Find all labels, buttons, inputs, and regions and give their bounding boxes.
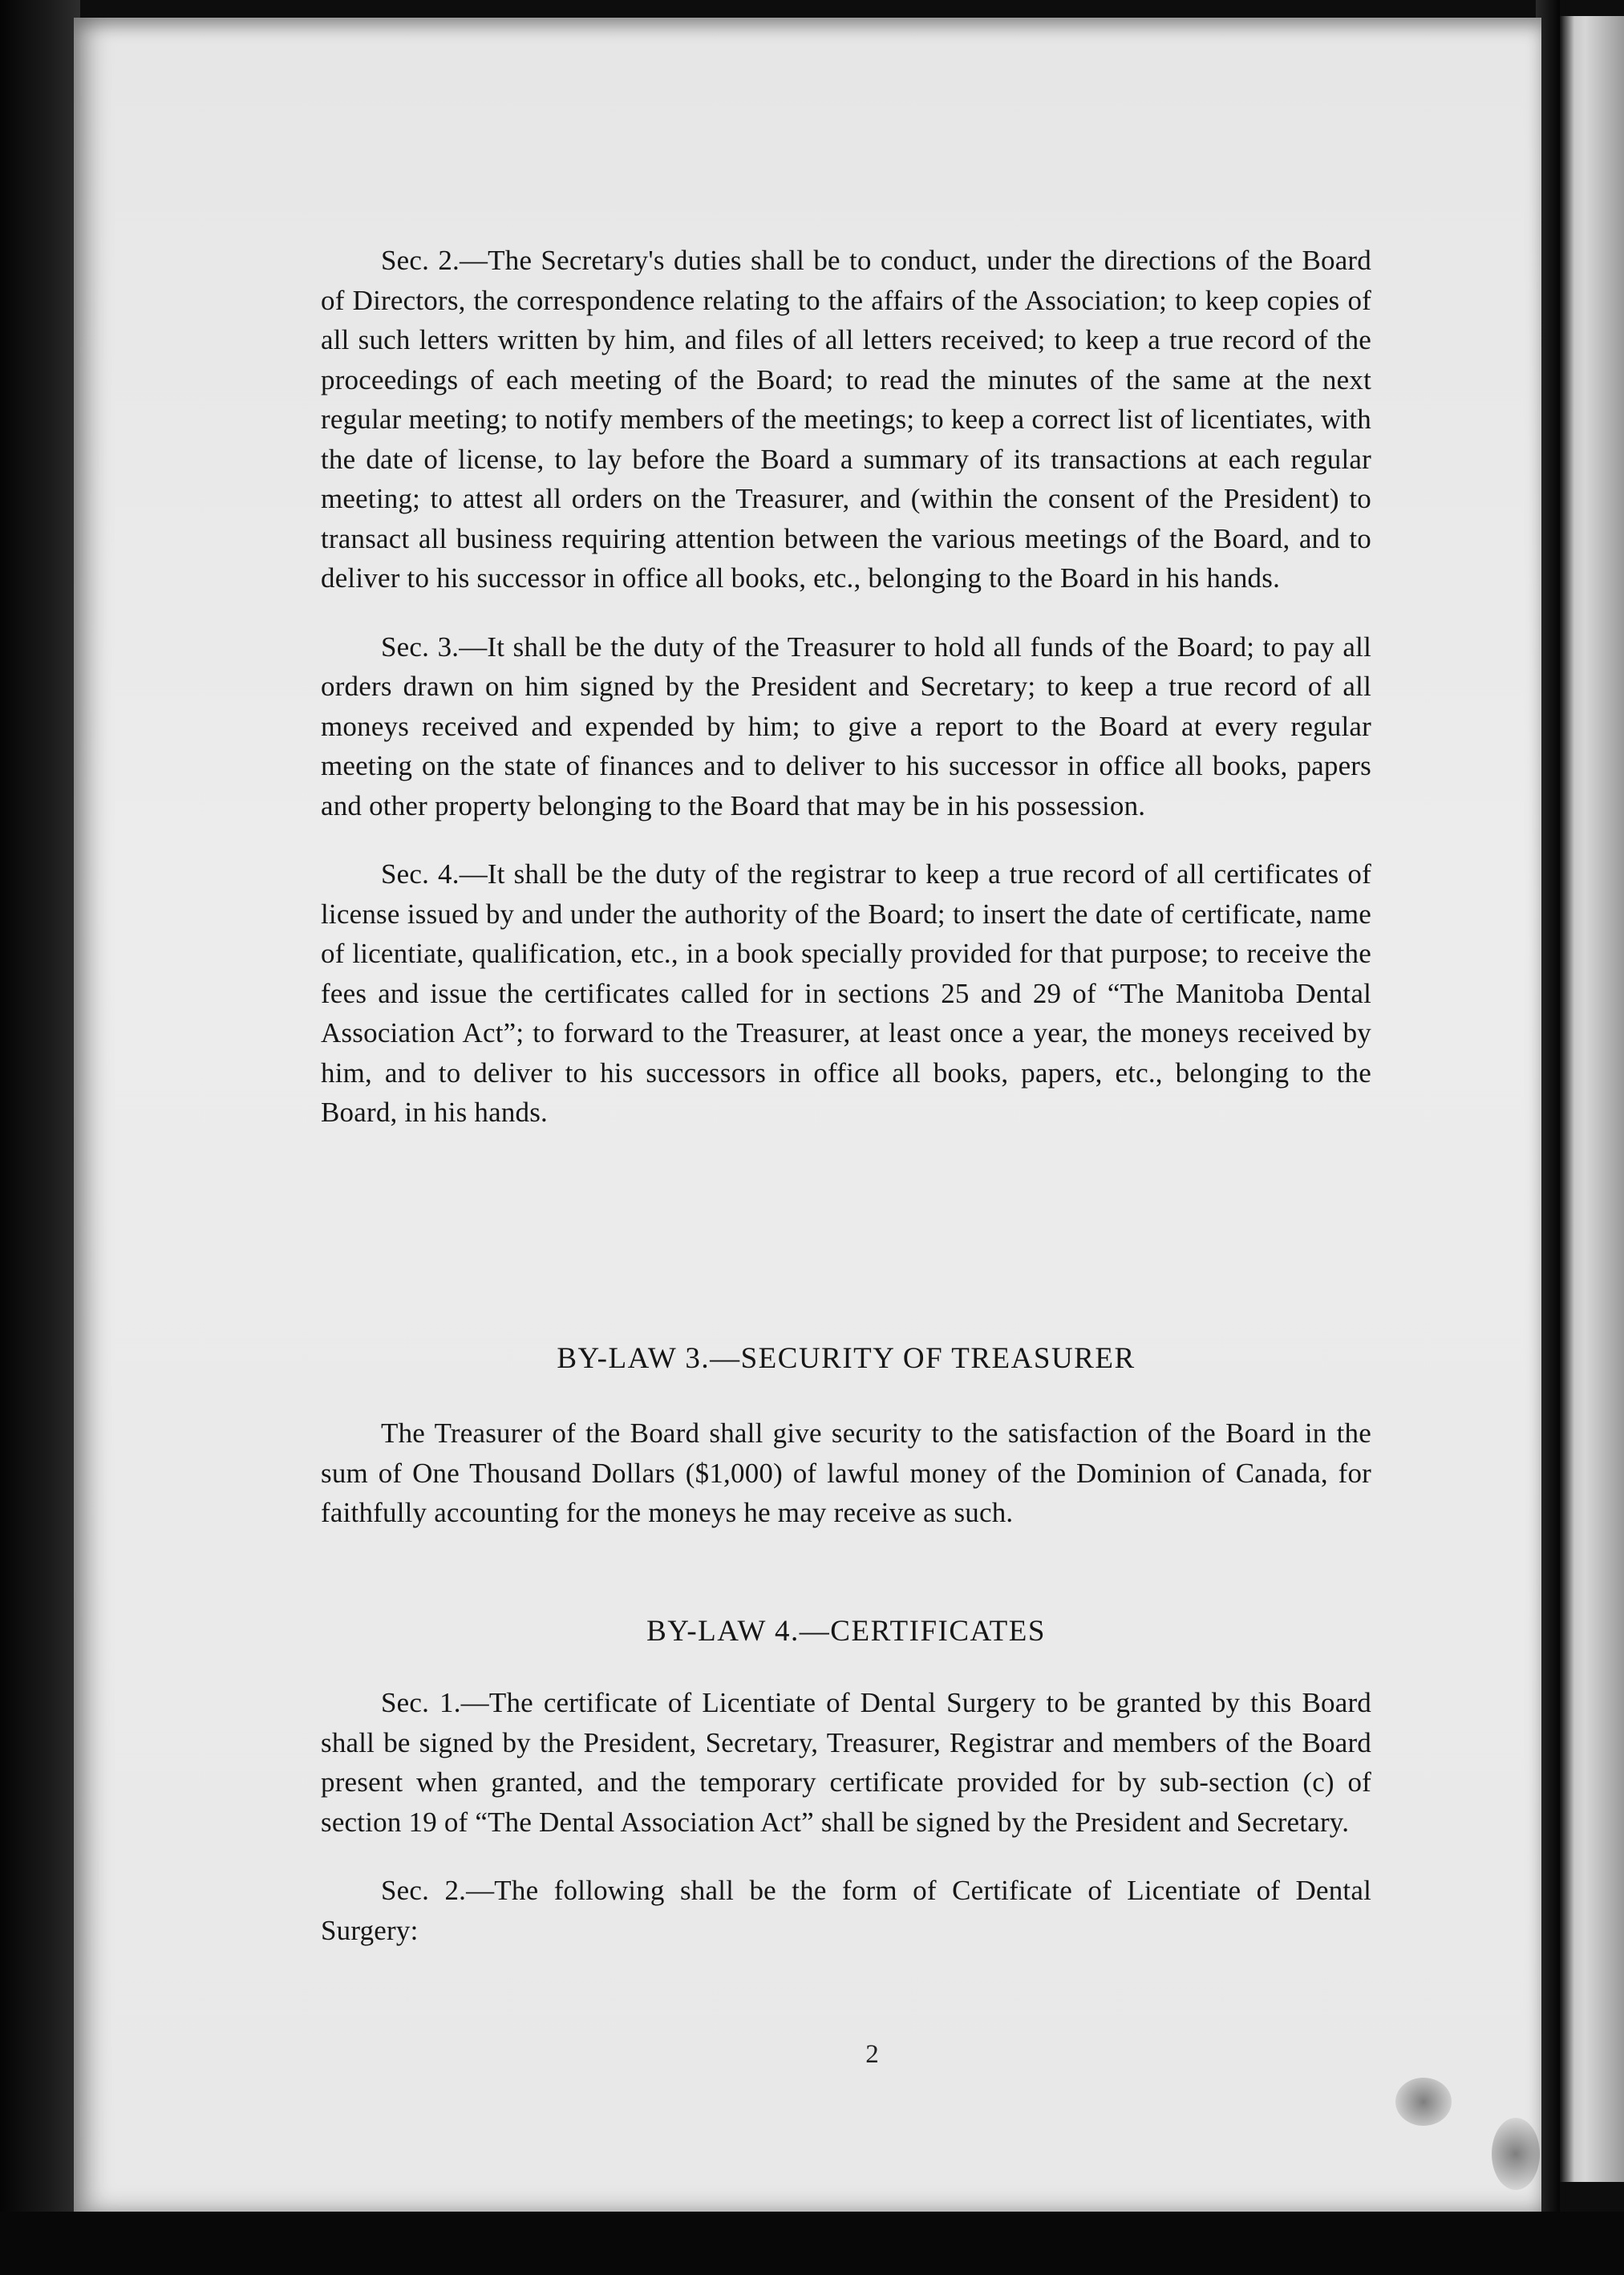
bylaw-4-section-1: Sec. 1.—The certificate of Licentiate of Dental Surgery to be granted by this Board shall be signed by the President, Secretary, Treasurer, Registrar and members of the Board present when granted, and the temporary certificate provided for by sub-section (c) of section 19 of “The Dental Association Act” shall be signed by the President and Secretary. <box>321 1687 1371 1838</box>
section-3-treasurer: Sec. 3.—It shall be the duty of the Treasurer to hold all funds of the Board; to pay all orders drawn on him signed by the President and Secretary; to keep a true record of all moneys received and expended by him; to give a report to the Board at every regular meeting on the state of finances and to deliver to his successor in office all books, papers and other property belonging to the Board that may be in his possession. <box>321 631 1371 821</box>
bylaw-4-heading: BY-LAW 4.—CERTIFICATES <box>646 1615 1046 1648</box>
bylaw-3-body <box>321 1413 1371 1533</box>
scan-border-left <box>0 0 80 2275</box>
scan-smudge <box>1492 2118 1540 2190</box>
scan-border-bottom <box>0 2212 1624 2275</box>
bylaw-4-section-2: Sec. 2.—The following shall be the form of Certificate of Licentiate of Dental Surgery: <box>321 1875 1371 1946</box>
next-page-edge <box>1560 16 1624 2182</box>
bylaw-4-body <box>321 1683 1371 1950</box>
bylaw-3-heading: BY-LAW 3.—SECURITY OF TREASURER <box>557 1342 1136 1375</box>
scan-smudge <box>1395 2078 1452 2126</box>
bylaw-3-text: The Treasurer of the Board shall give security to the satisfaction of the Board in the sum of One Thousand Dollars ($1,000) of lawful money of the Dominion of Canada, for faithfully accounting for the moneys he may receive as such. <box>321 1417 1371 1528</box>
page-number: 2 <box>865 2040 879 2069</box>
section-2-secretary: Sec. 2.—The Secretary's duties shall be to conduct, under the directions of the Board of Directors, the correspondence relating to the affairs of the Association; to keep copies of all such letters written by him, and files of all letters received; to keep a true record of the proceedings of each meeting of the Board; to read the minutes of the same at the next regular meeting; to notify members of the meetings; to keep a correct list of licentiates, with the date of license, to lay before the Board a summary of its transactions at each regular meeting; to attest all orders on the Treasurer, and (within the consent of the President) to transact all business requiring attention between the various meetings of the Board, and to deliver to his successor in office all books, etc., belonging to the Board in his hands. <box>321 245 1371 594</box>
secretary-treasurer-registrar-sections <box>321 241 1371 1133</box>
section-4-registrar: Sec. 4.—It shall be the duty of the registrar to keep a true record of all certificates of license issued by and under the authority of the Board; to insert the date of certificate, name of licentiate, qualification, etc., in a book specially provided for that purpose; to receive the fees and issue the certificates called for in sections 25 and 29 of “The Manitoba Dental Association Act”; to forward to the Treasurer, at least once a year, the moneys received by him, and to deliver to his successors in office all books, papers, etc., belonging to the Board, in his hands. <box>321 858 1371 1128</box>
next-page-shadow <box>1560 16 1574 2182</box>
